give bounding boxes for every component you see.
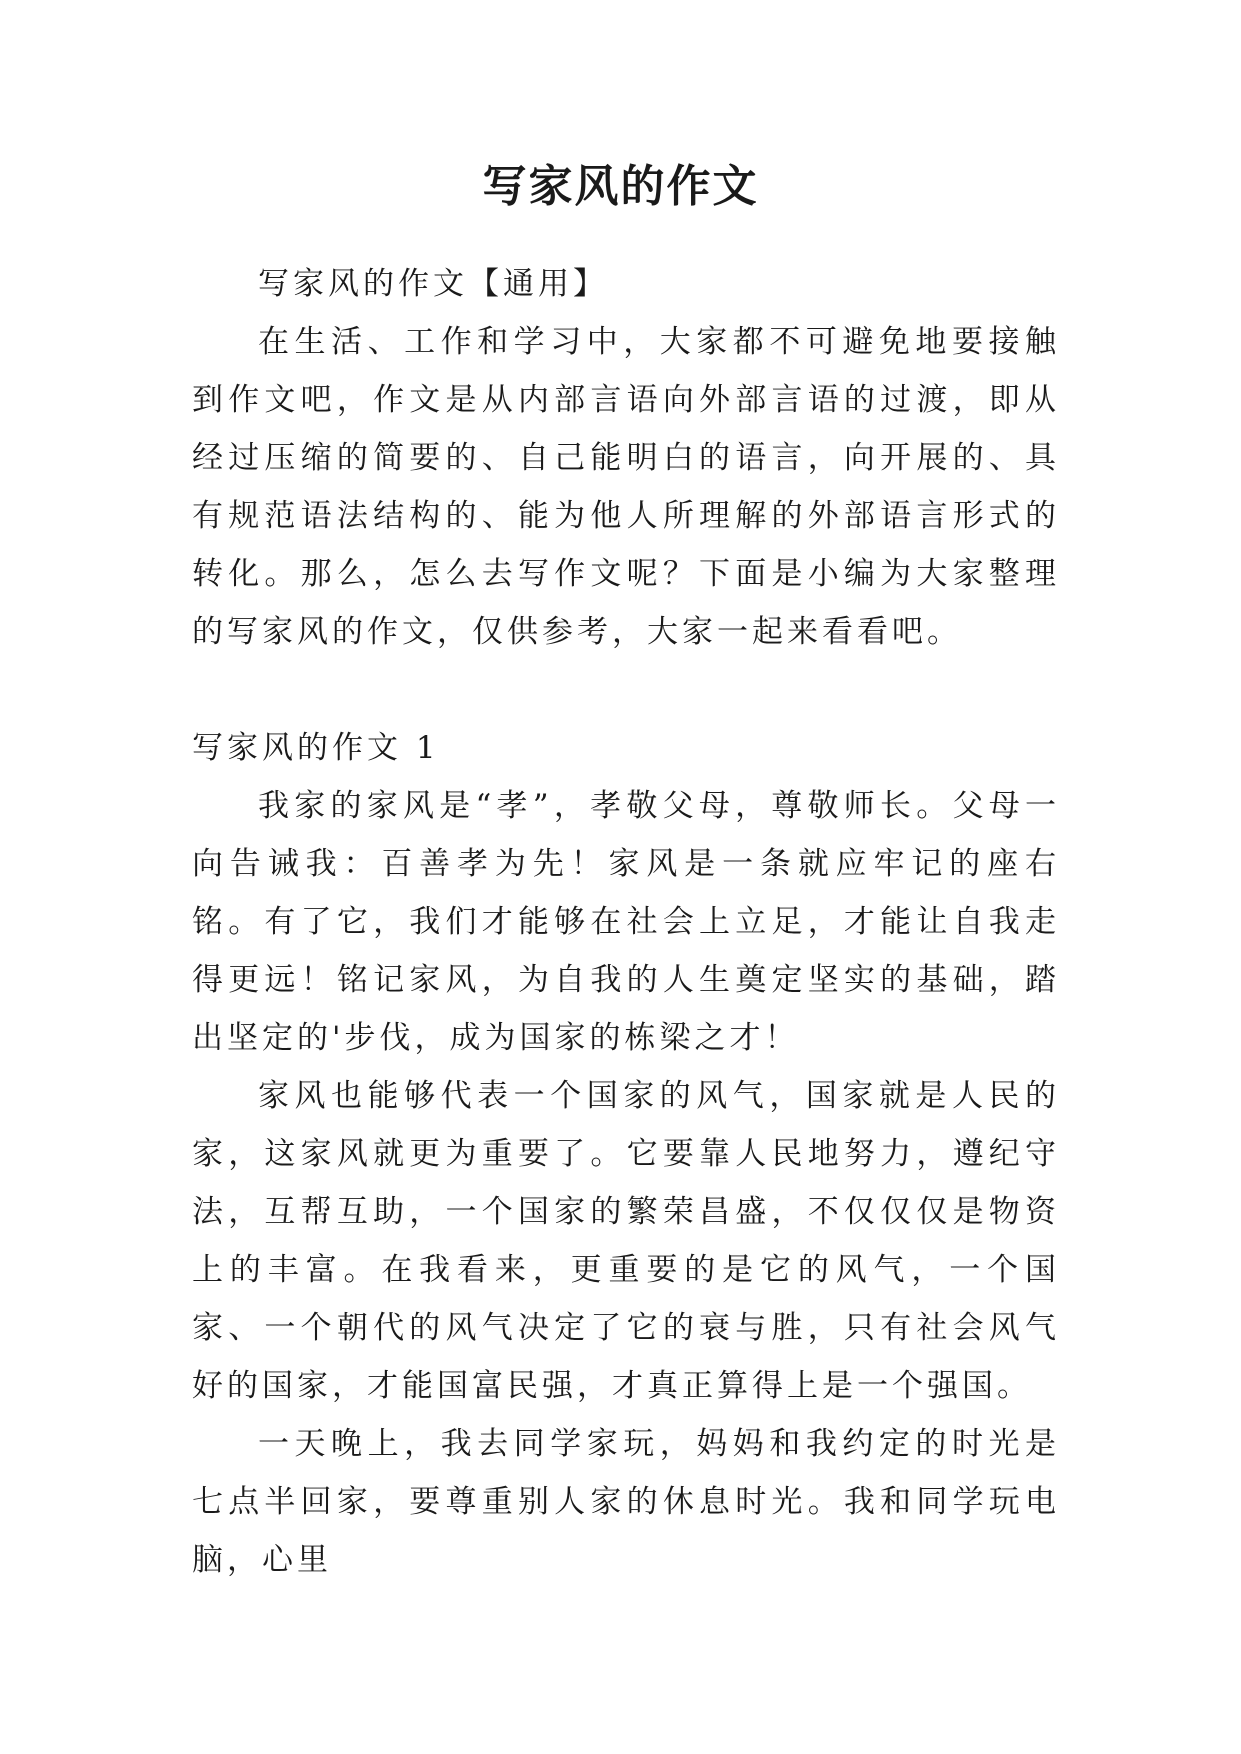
intro-heading: 写家风的作文【通用】	[258, 266, 608, 302]
document-title: 写家风的作文	[482, 161, 759, 212]
section-gap	[192, 661, 1060, 719]
intro-paragraph: 在生活、工作和学习中，大家都不可避免地要接触到作文吧，作文是从内部言语向外部言语的过渡，即从经过压缩的简要的、自己能明白的语言，向开展的、具有规范语法结构的、能为他人所理解的外部语言形式的转化。那么，怎么去写作文呢？下面是小编为大家整理的写家风的作文，仅供参考，大家一起来看看吧。	[192, 324, 1060, 650]
essay-1-paragraph-2: 家风也能够代表一个国家的风气，国家就是人民的家，这家风就更为重要了。它要靠人民地努力，遵纪守法，互帮互助，一个国家的繁荣昌盛，不仅仅仅是物资上的丰富。在我看来，更重要的是它的风气，一个国家、一个朝代的风气决定了它的衰与胜，只有社会风气好的国家，才能国富民强，才真正算得上是一个强国。	[192, 1078, 1060, 1404]
essay-1-paragraph-1: 我家的家风是“孝”，孝敬父母，尊敬师长。父母一向告诫我：百善孝为先！家风是一条就应牢记的座右铭。有了它，我们才能够在社会上立足，才能让自我走得更远！铭记家风，为自我的人生奠定坚实的基础，踏出坚定的'步伐，成为国家的栋梁之才！	[192, 788, 1060, 1056]
document-body	[192, 255, 1060, 1589]
essay-1-paragraph-3: 一天晚上，我去同学家玩，妈妈和我约定的时光是七点半回家，要尊重别人家的休息时光。我和同学玩电脑，心里	[192, 1426, 1060, 1578]
essay-1-heading: 写家风的作文 1	[192, 730, 440, 766]
